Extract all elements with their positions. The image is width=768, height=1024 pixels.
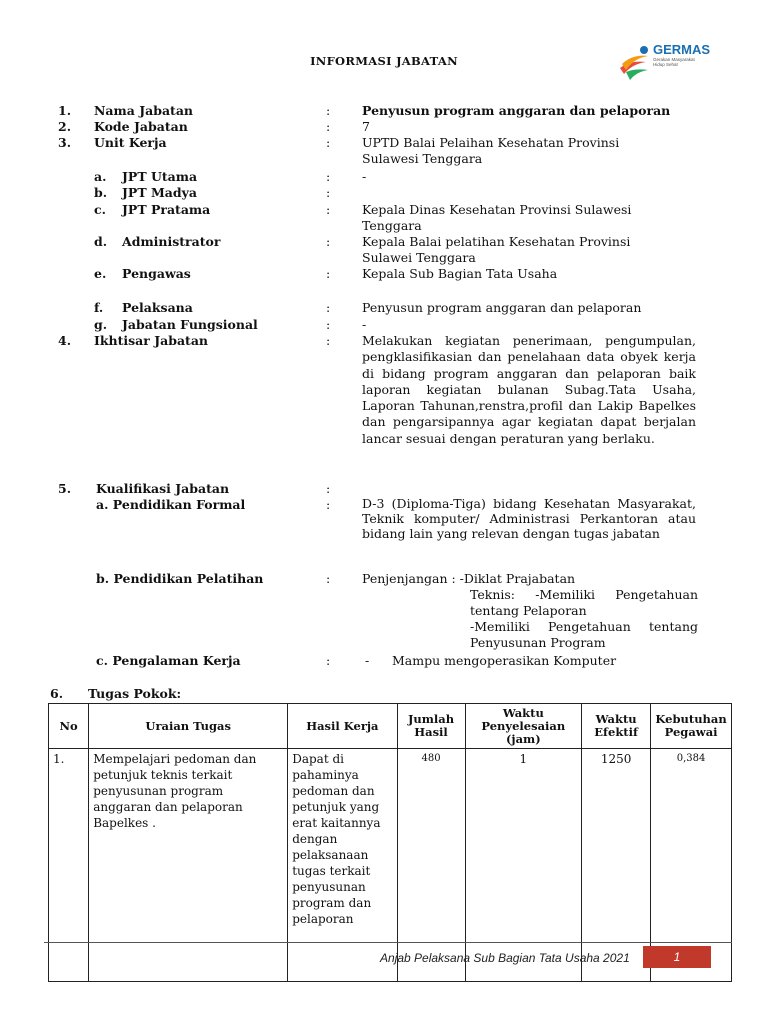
col-jumlah: Jumlah Hasil [397, 704, 465, 749]
footer-divider [44, 942, 732, 943]
page-title: INFORMASI JABATAN [310, 54, 458, 68]
cell-jumlah: 480 [397, 749, 465, 982]
cell-uraian: Mempelajari pedoman dan petunjuk teknis terkait penyusunan program anggaran dan pelaporan Bapelkes . [89, 749, 288, 982]
logo-wordmark: GERMAS [653, 42, 711, 57]
col-waktu: Waktu Penyelesaian (jam) [465, 704, 582, 749]
germas-swirl-icon [616, 42, 652, 82]
col-no: No [49, 704, 89, 749]
logo-tagline: Gerakan Masyarakat Hidup Sehat [653, 57, 695, 67]
col-uraian: Uraian Tugas [89, 704, 288, 749]
cell-waktu: 1 [465, 749, 582, 982]
footer-text: Anjab Pelaksana Sub Bagian Tata Usaha 2021 [380, 951, 630, 965]
page-number: 1 [643, 946, 711, 968]
table-row [49, 749, 732, 982]
tugas-pokok-table [48, 703, 732, 982]
germas-logo [616, 42, 711, 82]
col-kebutuhan: Kebutuhan Pegawai [651, 704, 732, 749]
table-header-row [49, 704, 732, 749]
cell-hasil: Dapat di pahaminya pedoman dan petunjuk yang erat kaitannya dengan pelaksanaan tugas terkait penyusunan program dan pelaporan [288, 749, 397, 982]
col-hasil: Hasil Kerja [288, 704, 397, 749]
cell-kebutuhan: 0,384 [651, 749, 732, 982]
cell-no: 1. [49, 749, 89, 982]
cell-efektif: 1250 [582, 749, 651, 982]
col-efektif: Waktu Efektif [582, 704, 651, 749]
